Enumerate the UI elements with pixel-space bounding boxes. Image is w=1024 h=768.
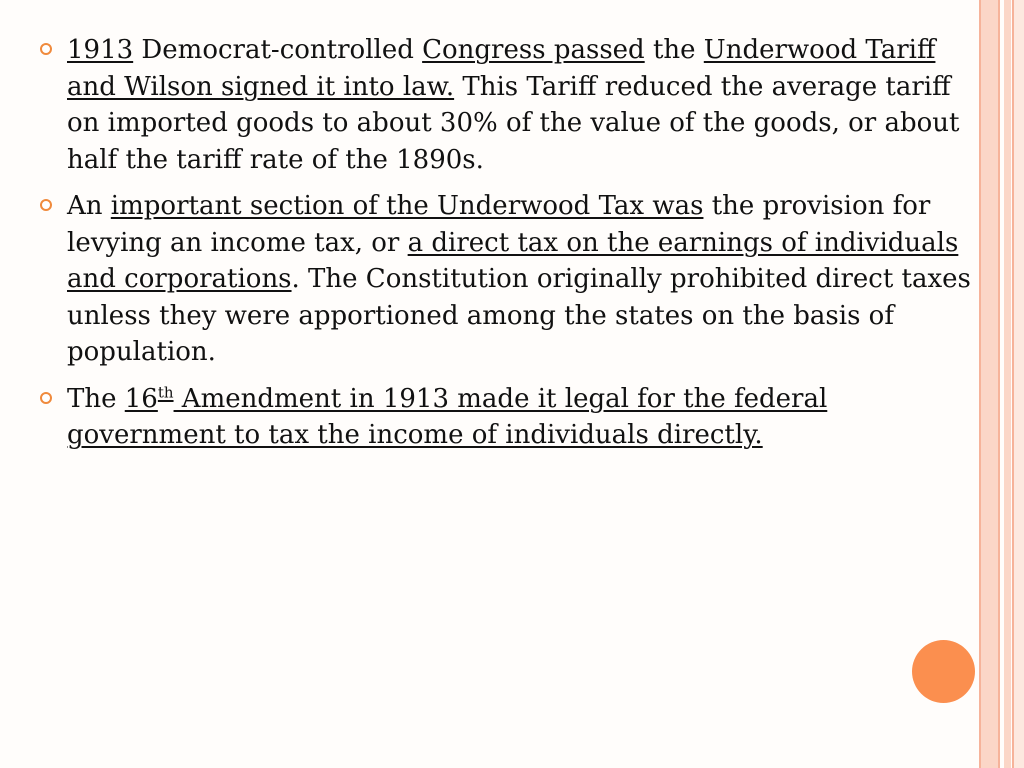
right-border-edge — [1014, 0, 1024, 768]
slide-content — [40, 32, 990, 464]
bullet-text: Democrat-controlled — [133, 35, 423, 65]
underlined-text: Congress passed — [422, 35, 645, 65]
underlined-text: Underwood Tariff and Wilson signed it into law. — [67, 35, 936, 102]
right-border-stripe-thin — [1004, 0, 1011, 768]
bullet-item — [40, 188, 990, 371]
underlined-text: important section of the Underwood Tax was — [110, 191, 704, 221]
hollow-circle-bullet-icon — [40, 392, 52, 404]
decorative-orange-circle — [912, 640, 975, 703]
underlined-text: a direct tax on the earnings of individuals and corporations — [67, 227, 959, 294]
bullet-text: The — [67, 383, 125, 414]
bullet-list — [40, 32, 990, 454]
hollow-circle-bullet-icon — [40, 43, 52, 55]
bullet-text: An — [67, 191, 111, 221]
bullet-text: the — [644, 35, 704, 65]
underlined-text: 16 — [124, 383, 158, 414]
bullet-item — [40, 32, 990, 178]
hollow-circle-bullet-icon — [40, 199, 52, 211]
underlined-text: Amendment in 1913 made it legal for the federal government to tax the income of individuals directly. — [67, 383, 828, 450]
underlined-text: 1913 — [67, 35, 134, 65]
bullet-text: the provision for levying an income tax, or — [67, 191, 931, 258]
bullet-item — [40, 381, 990, 454]
bullet-text: This Tariff reduced the average tariff on imported goods to about 30% of the value of the goods, or about half the tariff rate of the 1890s. — [67, 71, 960, 175]
underlined-text: th — [157, 382, 174, 401]
bullet-text: . The Constitution originally prohibited direct taxes unless they were apportioned among the states on the basis of population. — [67, 264, 971, 367]
right-border-line — [998, 0, 1000, 768]
